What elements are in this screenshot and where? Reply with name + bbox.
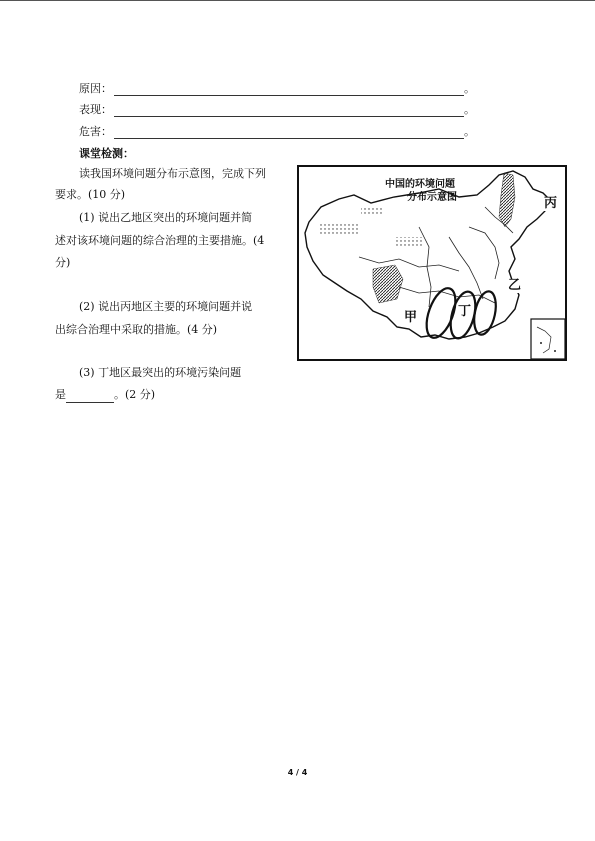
- q3-suffix: 。(2 分): [114, 388, 156, 401]
- page-top-rule: [0, 0, 595, 1]
- answer-blank[interactable]: [114, 86, 464, 96]
- map-label-ding: 丁: [458, 304, 472, 319]
- answer-blank[interactable]: [114, 107, 464, 117]
- q1-line-3: 分): [55, 256, 71, 269]
- fill-end: 。: [464, 103, 475, 116]
- q2-line-1: (2) 说出丙地区主要的环境问题并说: [79, 300, 253, 313]
- q3-line-2: [55, 386, 155, 403]
- fill-label: 表现：: [79, 103, 112, 116]
- map-title-line-1: 中国的环境问题: [385, 179, 455, 190]
- q3-line-1: (3) 丁地区最突出的环境污染问题: [79, 366, 242, 379]
- q2-line-2: 出综合治理中采取的措施。(4 分): [55, 323, 218, 336]
- map-title-line-2: 分布示意图: [407, 192, 457, 203]
- fill-line-manifestation: [79, 103, 475, 117]
- fill-label: 危害：: [79, 125, 112, 138]
- map-label-yi: 乙: [508, 278, 522, 293]
- q1-line-1: (1) 说出乙地区突出的环境问题并简: [79, 211, 253, 224]
- map-label-jia: 甲: [404, 310, 418, 325]
- china-environment-map: [297, 165, 567, 361]
- fill-end: 。: [464, 125, 475, 138]
- intro-line-2: 要求。(10 分): [55, 188, 126, 201]
- intro-line-1: 读我国环境问题分布示意图，完成下列: [79, 167, 266, 180]
- section-title: 课堂检测：: [79, 147, 134, 160]
- fill-line-reason: [79, 82, 475, 96]
- q3-prefix: 是: [55, 388, 66, 401]
- answer-blank[interactable]: [114, 129, 464, 139]
- answer-blank[interactable]: [66, 392, 114, 403]
- map-label-bing: 丙: [544, 196, 558, 211]
- page-number: 4 / 4: [287, 768, 308, 777]
- fill-end: 。: [464, 82, 475, 95]
- q1-line-2: 述对该环境问题的综合治理的主要措施。(4: [55, 234, 265, 247]
- fill-line-harm: [79, 125, 475, 139]
- fill-label: 原因：: [79, 82, 112, 95]
